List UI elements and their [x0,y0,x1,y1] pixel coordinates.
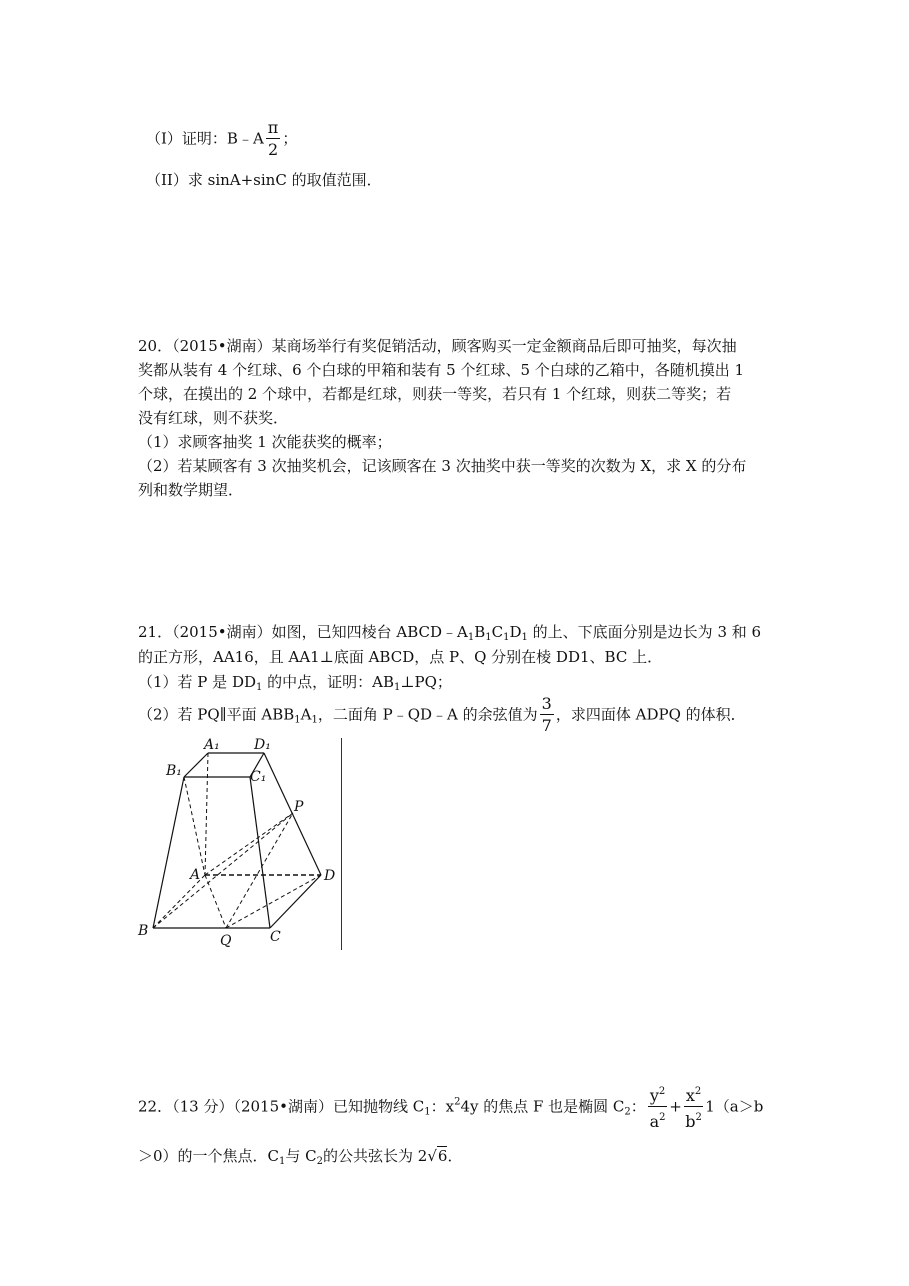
q20-line1: 20．（2015•湖南）某商场举行有奖促销活动，顾客购买一定金额商品后即可抽奖，每次抽 [138,337,737,355]
edge-bb1 [153,777,184,928]
q19-part1 [146,118,297,161]
q21-sub: 1 [394,682,401,693]
q22-line1 [138,1082,763,1133]
q20-line2: 奖都从装有 4 个红球、6 个白球的甲箱和装有 5 个红球、5 个白球的乙箱中，各随机摸出 1 [138,361,745,379]
q21-line2: 的正方形，AA16，且 AA1⊥底面 ABCD，点 P、Q 分别在棱 DD1、BC 上． [138,648,663,666]
label-c1: C₁ [250,769,267,785]
q22-frac2 [684,1082,703,1133]
q19-part1-text: （I）证明：B﹣A [146,129,264,148]
label-q: Q [220,933,232,949]
q22-line1-e: 1（a＞b [705,1097,764,1116]
q22-frac1 [648,1082,667,1133]
q22-sup: 2 [694,1086,702,1097]
q22-sup: 2 [658,1086,666,1097]
q21-sub: 1 [294,714,301,726]
q21-sub: 1 [256,682,263,693]
q21-line1-a: 21．（2015•湖南）如图，已知四棱台 ABCD﹣A [138,623,468,641]
q22-sup: 2 [695,1112,702,1123]
line-b1a [184,777,205,875]
label-p: P [294,799,304,815]
label-c: C [270,929,281,945]
q20-line3: 个球，在摸出的 2 个球中，若都是红球，则获一等奖，若只有 1 个红球，则获二等奖；若 [138,385,732,403]
edge-dd1 [264,753,321,875]
q20-line7: 列和数学期望． [138,481,244,499]
line-bp [153,813,293,928]
q22-line1-b: ：x [430,1097,455,1116]
q22-frac2-den: b [685,1112,696,1131]
q21-line4-b: A [300,705,312,724]
q21-line3-b: 的中点，证明：AB [262,673,394,691]
q22-sqrt-value: 6 [437,1147,448,1165]
q22-sub: 1 [424,1106,431,1118]
q19-frac-den: 2 [267,140,279,159]
q22-plus: + [669,1097,682,1116]
q21-line4-c: ，二面角 P﹣QD﹣A 的余弦值为 [317,705,538,724]
q21-line1-c: C [491,623,504,641]
line-ap [205,813,293,875]
edge-cc1 [250,777,270,928]
q22-sup: 2 [454,1096,461,1108]
q21-sub: 1 [503,632,510,643]
q22-sub: 2 [316,1156,324,1167]
q22-frac1-den: a [649,1112,660,1131]
label-a1: A₁ [204,737,220,753]
q21-line4 [138,694,746,737]
q22-line2-d: ． [447,1147,463,1165]
q22-sub: 1 [279,1156,286,1167]
q21-frac-den: 7 [541,716,552,735]
q19-part2: （II）求 sinA+sinC 的取值范围． [146,171,382,189]
figure-divider [341,738,342,950]
q22-sup: 2 [659,1112,666,1123]
q21-line4-a: （2）若 PQ∥平面 ABB [138,705,295,724]
frustum-figure [130,735,350,955]
label-d1: D₁ [254,737,271,753]
q20-line4: 没有红球，则不获奖． [138,409,289,427]
q19-frac-num: π [267,118,279,137]
q19-fraction [266,118,281,161]
q21-fraction [540,694,554,737]
q22-line1-d: ： [630,1097,646,1116]
q21-line3-a: （1）若 P 是 DD [138,673,256,691]
q22-line2-a: ＞0）的一个焦点．C [138,1147,280,1165]
q21-line1-b: B [474,623,486,641]
q22-sub: 2 [624,1106,631,1118]
q21-line1-d: D [509,623,522,641]
q21-line1-e: 的上、下底面分别是边长为 3 和 6 [527,623,762,641]
q21-sub: 1 [521,632,528,643]
label-b1: B₁ [166,763,182,779]
edge-aa1 [205,753,208,875]
line-qp [226,813,293,928]
edge-b1a1 [184,753,208,777]
sqrt-sign: √ [427,1147,437,1165]
edge-cd [270,875,321,928]
q19-part1-suffix: ； [282,129,298,148]
q22-line1-c: 4y 的焦点 F 也是椭圆 C [460,1097,625,1116]
q21-sub: 1 [467,632,475,643]
q21-sub: 1 [311,714,318,726]
q22-line1-a: 22．（13 分）（2015•湖南）已知抛物线 C [138,1097,425,1116]
q22-frac2-num: x [685,1086,695,1105]
q20-line5: （1）求顾客抽奖 1 次能获奖的概率； [138,433,392,451]
line-aq [205,875,226,928]
q21-line4-d: ，求四面体 ADPQ 的体积． [555,705,746,724]
q20-line6: （2）若某顾客有 3 次抽奖机会，记该顾客在 3 次抽奖中获一等奖的次数为 X，求 X 的分布 [138,457,747,475]
q21-frac-num: 3 [541,694,552,713]
q21-line3-c: ⊥PQ； [400,673,452,691]
q22-line2-c: 的公共弦长为 2 [323,1147,428,1165]
q22-frac1-num: y [649,1086,659,1105]
label-b: B [138,923,149,939]
label-d: D [324,868,336,884]
q22-line2 [138,1144,462,1174]
q21-sub: 1 [485,632,492,643]
label-a: A [190,867,201,883]
q22-line2-b: 与 C [285,1147,317,1165]
line-qd [226,875,321,928]
